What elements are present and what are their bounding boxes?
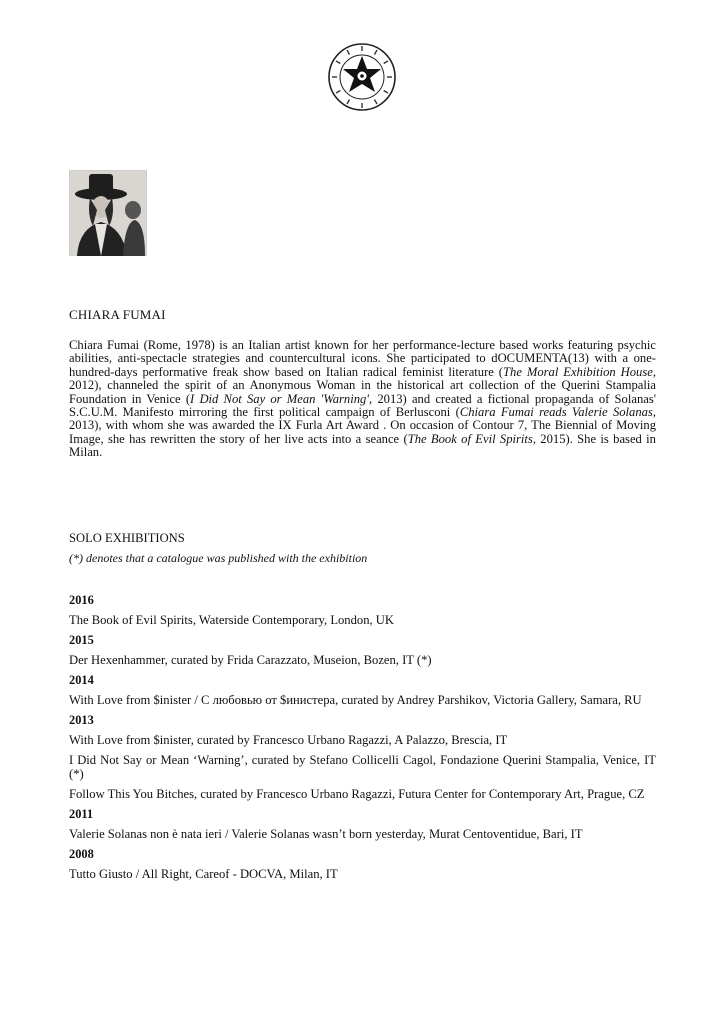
bio-text: , 2013), with whom she was awarded the IX Furla Art Award . On occasion of Contour 7, The Biennial of Moving Image, she has rewritten the story of her live acts into a seance ( xyxy=(69,405,656,446)
exhibition-entry: Tutto Giusto / All Right, Careof - DOCVA, Milan, IT xyxy=(69,867,338,881)
bio-work-title: I Did Not Say or Mean 'Warning' xyxy=(190,391,369,406)
portrait-image xyxy=(69,170,147,256)
exhibition-entry: The Book of Evil Spirits, Waterside Contemporary, London, UK xyxy=(69,613,394,627)
seal-logo xyxy=(327,42,397,112)
exhibition-year: 2008 xyxy=(69,847,94,861)
exhibition-entry: With Love from $inister / С любовью от $инистера, curated by Andrey Parshikov, Victoria Gallery, Samara, RU xyxy=(69,693,642,707)
exhibition-year: 2016 xyxy=(69,593,94,607)
bio-work-title: Chiara Fumai reads Valerie Solanas xyxy=(459,405,653,420)
exhibition-entry: Valerie Solanas non è nata ieri / Valerie Solanas wasn’t born yesterday, Murat Centoventidue, Bari, IT xyxy=(69,827,583,841)
bio-work-title: The Moral Exhibition House xyxy=(503,364,653,379)
solo-exhibitions-title: SOLO EXHIBITIONS xyxy=(69,531,185,545)
bio-text: Chiara Fumai (Rome, 1978) is an Italian artist known for her performance-lecture based works featuring psychic abilities, anti-spectacle strategies and countercultural icons. She participated to dOCUMENTA(13) with a one-hundred-days performative freak show based on Italian radical feminist literature ( xyxy=(69,338,656,379)
solo-exhibitions-list xyxy=(69,593,656,887)
exhibition-entry: Follow This You Bitches, curated by Francesco Urbano Ragazzi, Futura Center for Contemporary Art, Prague, CZ xyxy=(69,787,645,801)
artist-name: CHIARA FUMAI xyxy=(69,307,166,322)
exhibition-entry: Der Hexenhammer, curated by Frida Carazzato, Museion, Bozen, IT (*) xyxy=(69,653,432,667)
exhibition-year: 2013 xyxy=(69,713,94,727)
exhibition-entry: With Love from $inister, curated by Francesco Urbano Ragazzi, A Palazzo, Brescia, IT xyxy=(69,733,508,747)
exhibition-year: 2014 xyxy=(69,673,94,687)
exhibition-year: 2015 xyxy=(69,633,94,647)
bio-text: , 2015). She is based in Milan. xyxy=(69,431,656,460)
bio-text: , 2013) and created a fictional propaganda of Solanas' S.C.U.M. Manifesto mirroring the first political campaign of Berlusconi ( xyxy=(69,391,656,420)
catalogue-note: (*) denotes that a catalogue was published with the exhibition xyxy=(69,551,368,565)
bio-work-title: The Book of Evil Spirits xyxy=(407,431,533,446)
artist-bio xyxy=(69,339,656,460)
exhibition-year: 2011 xyxy=(69,807,94,821)
bio-text: , 2012), channeled the spirit of an Anonymous Woman in the historical art collection of the Querini Stampalia Foundation in Venice ( xyxy=(69,364,656,406)
exhibition-entry: I Did Not Say or Mean ‘Warning’, curated by Stefano Collicelli Cagol, Fondazione Querini Stampalia, Venice, IT (*) xyxy=(69,753,656,781)
